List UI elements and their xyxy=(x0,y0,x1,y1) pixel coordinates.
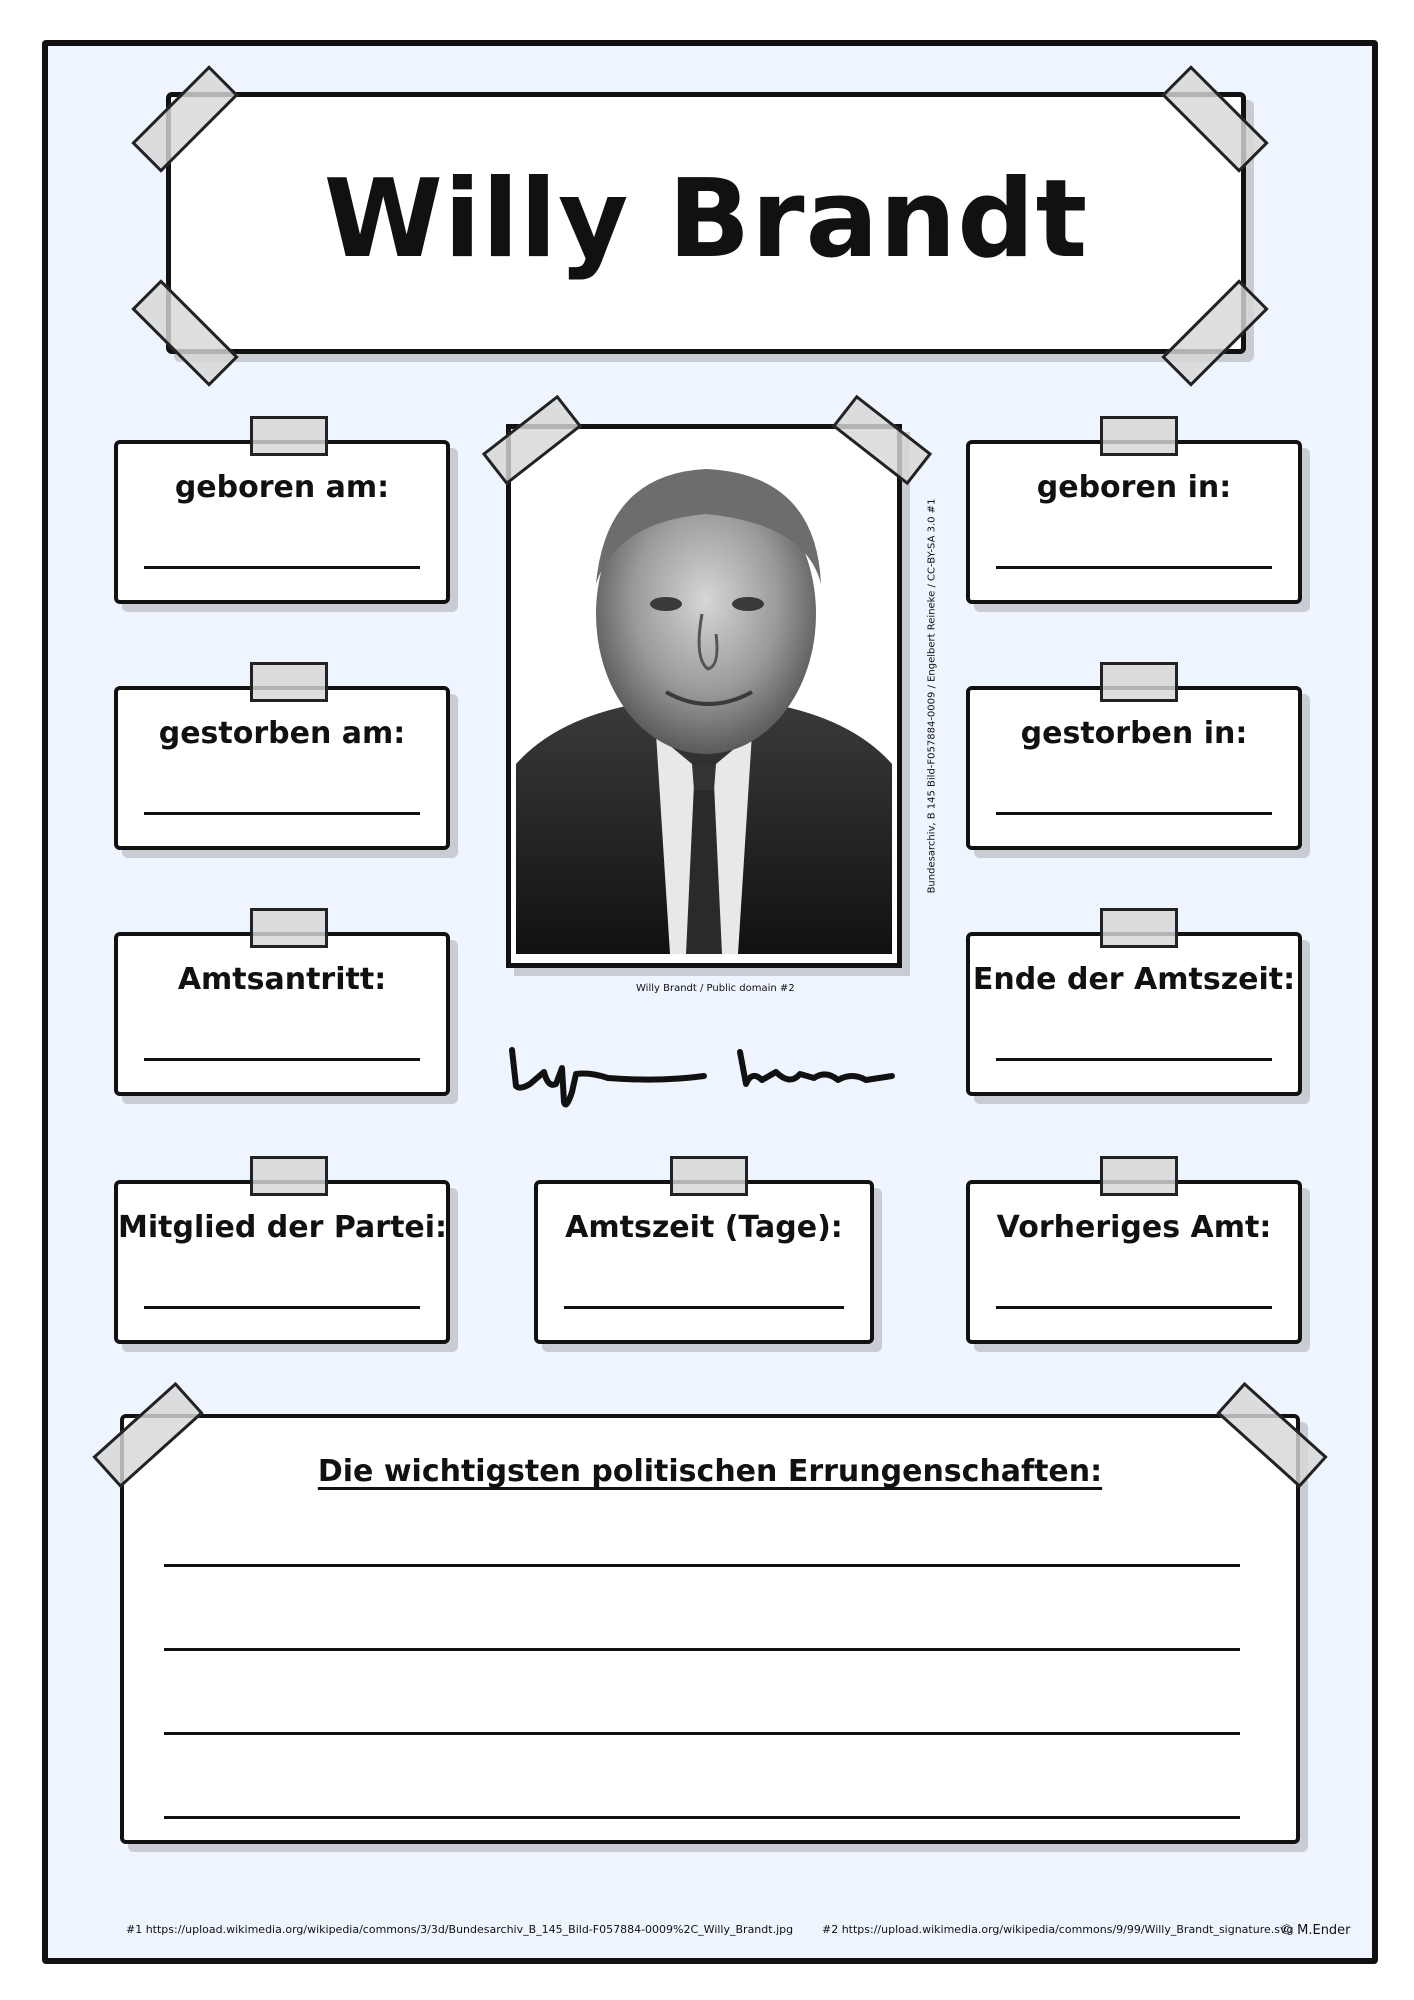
tape xyxy=(250,1156,328,1196)
signature-credit: Willy Brandt / Public domain #2 xyxy=(636,983,795,994)
answer-line[interactable] xyxy=(164,1564,1240,1567)
signature-image xyxy=(500,1032,920,1112)
answer-line[interactable] xyxy=(144,812,420,815)
field-box-amtszeit-tage xyxy=(534,1180,874,1344)
answer-line[interactable] xyxy=(144,1306,420,1309)
field-label: Vorheriges Amt: xyxy=(996,1210,1272,1245)
tape xyxy=(250,908,328,948)
field-label: geboren in: xyxy=(1036,470,1232,505)
field-label: Ende der Amtszeit: xyxy=(972,962,1296,997)
source-footnote-1: #1 https://upload.wikimedia.org/wikipedia/commons/3/3d/Bundesarchiv_B_145_Bild-F057884-0009%2C_Willy_Brandt.jpg xyxy=(126,1923,794,1936)
portrait-photo-frame xyxy=(506,424,902,968)
achievements-box xyxy=(120,1414,1300,1844)
field-box-vorheriges-amt xyxy=(966,1180,1302,1344)
copyright: © M.Ender xyxy=(1280,1923,1351,1938)
answer-line[interactable] xyxy=(144,1058,420,1061)
answer-line[interactable] xyxy=(164,1732,1240,1735)
field-label: gestorben in: xyxy=(1020,716,1248,751)
answer-line[interactable] xyxy=(564,1306,844,1309)
answer-line[interactable] xyxy=(996,1058,1272,1061)
answer-line[interactable] xyxy=(996,812,1272,815)
answer-line[interactable] xyxy=(996,566,1272,569)
field-label: geboren am: xyxy=(174,470,390,505)
title-box xyxy=(166,92,1246,354)
answer-line[interactable] xyxy=(996,1306,1272,1309)
tape xyxy=(1100,662,1178,702)
source-footnote-2: #2 https://upload.wikimedia.org/wikipedia/commons/9/99/Willy_Brandt_signature.svg xyxy=(822,1923,1294,1936)
field-box-gestorben-in xyxy=(966,686,1302,850)
field-label: gestorben am: xyxy=(158,716,406,751)
tape xyxy=(1100,416,1178,456)
tape xyxy=(250,662,328,702)
field-label: Amtszeit (Tage): xyxy=(565,1210,843,1245)
tape xyxy=(250,416,328,456)
field-box-amtsantritt xyxy=(114,932,450,1096)
photo-credit: Bundesarchiv, B 145 Bild-F057884-0009 / Engelbert Reineke / CC-BY-SA 3.0 #1 xyxy=(926,498,938,894)
field-box-geboren-am xyxy=(114,440,450,604)
tape xyxy=(670,1156,748,1196)
field-label: Amtsantritt: xyxy=(177,962,387,997)
page-title: Willy Brandt xyxy=(323,157,1089,282)
field-box-partei xyxy=(114,1180,450,1344)
answer-line[interactable] xyxy=(144,566,420,569)
answer-line[interactable] xyxy=(164,1648,1240,1651)
answer-line[interactable] xyxy=(164,1816,1240,1819)
field-box-geboren-in xyxy=(966,440,1302,604)
field-label: Mitglied der Partei: xyxy=(118,1210,448,1245)
field-box-ende-amtszeit xyxy=(966,932,1302,1096)
field-box-gestorben-am xyxy=(114,686,450,850)
tape xyxy=(1100,908,1178,948)
tape xyxy=(1100,1156,1178,1196)
portrait-photo xyxy=(516,434,892,954)
achievements-heading: Die wichtigsten politischen Errungenschaften: xyxy=(317,1454,1103,1489)
